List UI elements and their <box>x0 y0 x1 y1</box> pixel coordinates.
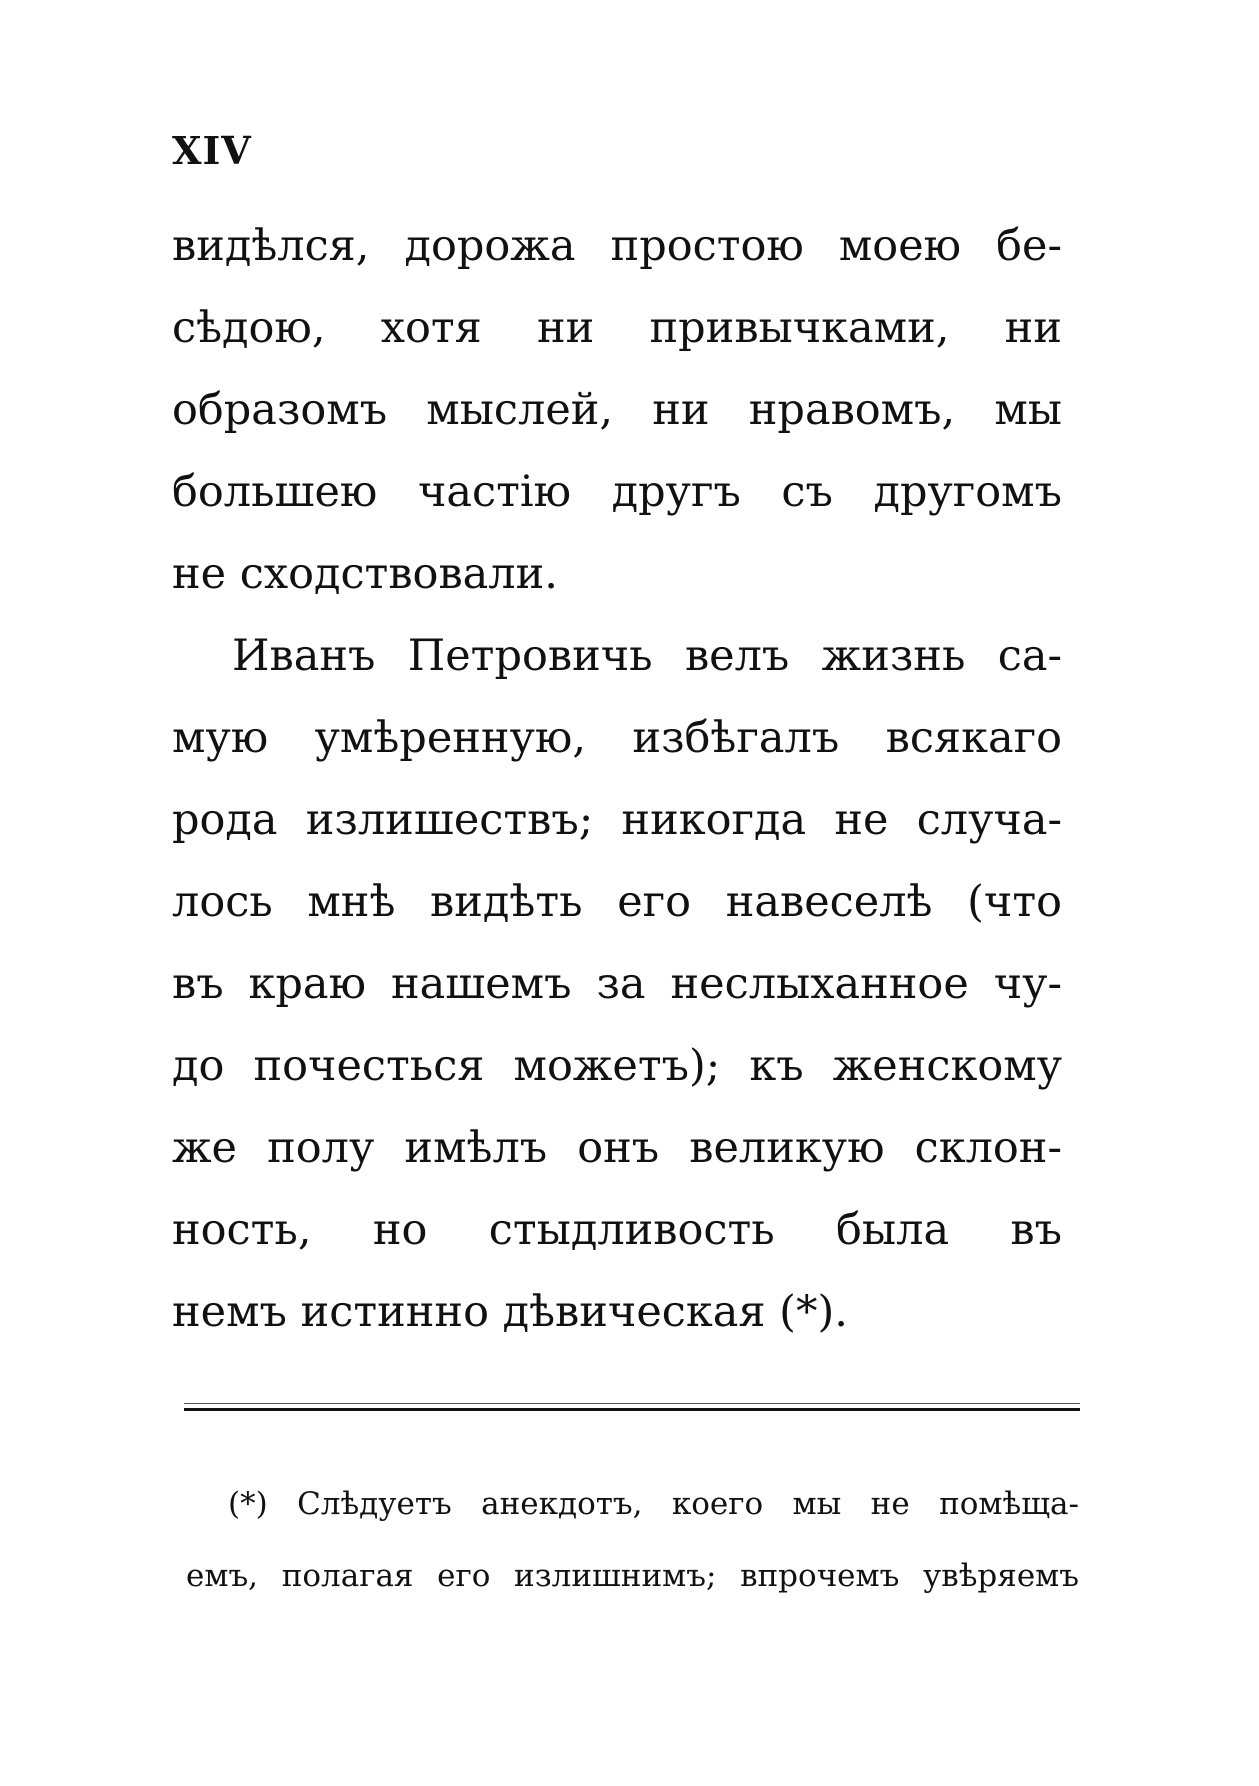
text-line: видѣлся, дорожа простою моею бе- <box>172 221 1062 271</box>
footnote-divider <box>184 1408 1080 1411</box>
footnote-line: емъ, полагая его излишнимъ; впрочемъ увѣряемъ <box>186 1558 1079 1594</box>
text-line: рода излишествъ; никогда не случа- <box>172 795 1062 845</box>
main-text <box>172 205 1062 1353</box>
text-line: сѣдою, хотя ни привычками, ни <box>172 303 1062 353</box>
text-line: лось мнѣ видѣть его навеселѣ (что <box>172 877 1062 927</box>
text-line: же полу имѣлъ онъ великую склон- <box>172 1123 1062 1173</box>
text-line: не сходствовали. <box>172 549 558 599</box>
footnote <box>186 1468 1079 1612</box>
footnote-divider-thin <box>184 1403 1080 1404</box>
text-line: мую умѣренную, избѣгалъ всякаго <box>172 713 1062 763</box>
text-line: ность, но стыдливость была въ <box>172 1205 1062 1255</box>
text-line: немъ истинно дѣвическая (*). <box>172 1287 848 1337</box>
text-line: образомъ мыслей, ни нравомъ, мы <box>172 385 1062 435</box>
page-number: XIV <box>172 128 252 173</box>
text-line: большею частію другъ съ другомъ <box>172 467 1062 517</box>
footnote-line: (*) Слѣдуетъ анекдотъ, коего мы не помѣща- <box>228 1486 1079 1522</box>
text-line: до почесться можетъ); къ женскому <box>172 1041 1062 1091</box>
text-line: въ краю нашемъ за неслыханное чу- <box>172 959 1062 1009</box>
paragraph-first-line: Иванъ Петровичь велъ жизнь са- <box>232 631 1062 681</box>
